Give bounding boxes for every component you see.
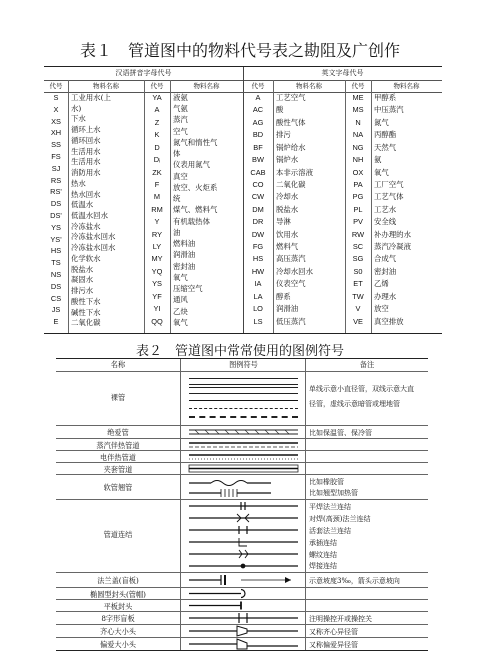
material-name: 循环回水: [71, 135, 101, 145]
names-column-1: [68, 92, 144, 333]
material-name: 脱盐水: [71, 264, 94, 274]
material-code: PG: [352, 192, 364, 202]
codes-column-3: [243, 92, 273, 333]
material-code: AC: [252, 105, 264, 115]
material-code: V: [355, 304, 361, 314]
material-name: 氨: [374, 155, 382, 165]
row-note: 示意坡度3‰，箭头示意坡向: [309, 577, 400, 585]
material-name: 丙醇酯: [374, 130, 397, 140]
material-code: BD: [252, 130, 264, 140]
header-name: 物料名称: [273, 80, 345, 93]
material-name: 饮用水: [276, 229, 299, 239]
material-code: RY: [151, 229, 163, 239]
material-name: 空气: [173, 126, 188, 136]
row-name: 软管翘管: [103, 483, 133, 492]
material-name: 水): [71, 103, 82, 113]
material-code: IA: [254, 279, 262, 289]
material-code: TW: [352, 291, 364, 301]
header-symbol: 图例符号: [180, 359, 306, 371]
material-name: 氮气和惰性气: [173, 137, 218, 147]
material-name: 密封油: [173, 261, 196, 271]
material-name: 燃料气: [276, 242, 299, 252]
header-name: 物料名称: [170, 80, 243, 93]
material-code: SG: [352, 254, 364, 264]
material-name: 气氨: [173, 104, 188, 114]
material-name: 冷冻盐水回水: [71, 232, 116, 242]
material-name: 锅炉给水: [276, 142, 306, 152]
material-name: 凝固水: [71, 275, 94, 285]
material-code: DR: [252, 217, 264, 227]
material-name: 生活用水: [71, 157, 101, 167]
material-code: NS: [50, 270, 62, 279]
material-name: 煤气、燃料气: [173, 205, 218, 215]
material-name: 热水回水: [71, 189, 101, 199]
material-code: CAB: [250, 167, 266, 177]
row-name: 偏爱大小头: [100, 640, 136, 649]
material-name: 低压蒸汽: [276, 316, 306, 326]
material-code: XS: [51, 116, 61, 126]
material-code: RS': [50, 187, 62, 197]
material-code: AG: [252, 117, 264, 127]
material-name: 生活用水: [71, 146, 101, 156]
table-row: [56, 588, 428, 600]
material-name: 安全线: [374, 217, 397, 227]
material-name: 消防用水: [71, 168, 101, 178]
material-name: 氧气: [374, 167, 389, 177]
material-name: 氧气: [173, 272, 188, 282]
row-note: 焊接连结: [309, 562, 337, 570]
header-code: 代号: [243, 80, 273, 93]
material-name: 锅炉水: [276, 155, 299, 165]
material-code: DS': [50, 211, 62, 220]
material-name: 冷却水: [276, 192, 299, 202]
material-code: YS: [51, 222, 61, 232]
row-note: 对焊(高颈)法兰连结: [309, 515, 371, 523]
material-code-table: [44, 66, 442, 334]
material-code: ZK: [152, 167, 162, 177]
material-code: K: [154, 130, 160, 140]
table-row: [56, 500, 428, 573]
material-code: DS: [50, 199, 62, 209]
electric-tracing-symbol: [180, 451, 306, 462]
material-code: CS: [50, 293, 62, 303]
header-code: 代号: [144, 80, 170, 93]
table-row: [56, 573, 428, 588]
row-name: 管道连结: [103, 530, 133, 539]
row-note: 比如保温管、保冷管: [309, 429, 372, 437]
names-column-4: [371, 92, 442, 333]
material-code: JS: [51, 305, 61, 315]
row-name: 平板封头: [103, 602, 133, 611]
material-code: S0: [353, 266, 363, 276]
row-note: 径管，虚线示意暗管或埋地管: [309, 400, 400, 408]
material-name: 导淋: [276, 217, 291, 227]
material-code: YS: [152, 279, 162, 289]
material-name: 润滑油: [173, 250, 196, 260]
material-code: PA: [353, 179, 363, 189]
material-code: MS: [352, 105, 364, 115]
material-code: CO: [252, 179, 264, 189]
material-code: LA: [253, 291, 263, 301]
row-note: 比如橡胶管: [309, 478, 344, 486]
legend-symbol-table: [56, 358, 428, 651]
material-name: 碱性下水: [71, 307, 101, 317]
material-code: XH: [50, 128, 62, 138]
material-name: 酸性气体: [276, 117, 306, 127]
material-name: 低温水回水: [71, 211, 108, 220]
group-header-english: 英文字母代号: [243, 67, 442, 81]
row-name: 法兰盖(盲板): [97, 576, 139, 585]
row-note: 又称偏爱异径管: [309, 641, 358, 649]
table2-title: 表２ 管道图中常常使用的图例符号: [135, 344, 344, 359]
material-name: 甲醇系: [374, 93, 397, 102]
material-name: 乙炔: [173, 306, 188, 316]
header-code: 代号: [345, 80, 371, 93]
material-code: CW: [251, 192, 265, 202]
material-code: NG: [352, 142, 364, 152]
row-note: 比如翘型加热管: [309, 489, 358, 497]
table-row: [56, 372, 428, 426]
material-code: BF: [253, 142, 263, 152]
table-row: [56, 475, 428, 500]
names-column-2: [170, 92, 243, 333]
material-code: YQ: [151, 266, 163, 276]
material-name: 仪表空气: [276, 279, 306, 289]
material-name: 真空排放: [374, 316, 404, 326]
codes-column-1: [44, 92, 68, 333]
table-row: [56, 600, 428, 612]
material-name: 工艺水: [374, 204, 397, 214]
flat-head-symbol: [180, 600, 306, 611]
material-name: 蒸汽: [173, 115, 188, 125]
material-name: 统: [173, 194, 181, 204]
header-code: 代号: [44, 80, 68, 93]
material-code: LO: [253, 304, 263, 314]
material-name: 蒸汽冷凝液: [374, 242, 411, 252]
material-name: 氮气: [374, 117, 389, 127]
material-code: Y: [154, 217, 160, 227]
material-code: E: [53, 317, 59, 327]
row-name: 裸管: [110, 393, 126, 402]
hose-symbol: [180, 475, 306, 499]
table-row: [56, 451, 428, 463]
material-name: 油: [173, 227, 181, 237]
spectacle-blind-symbol: [180, 612, 306, 624]
material-code: MY: [151, 254, 163, 264]
material-name: 二氧化碳: [71, 318, 101, 328]
material-name: 体: [173, 149, 181, 159]
row-note: 注明操控开或操控关: [309, 615, 372, 623]
row-name: 电伴热管道: [100, 453, 136, 462]
material-name: 工厂空气: [374, 179, 404, 189]
material-name: 工艺气体: [374, 192, 404, 202]
material-code: DW: [251, 229, 265, 239]
material-code: HS: [252, 254, 264, 264]
material-name: 补办理的水: [374, 229, 411, 239]
material-code: YA: [152, 93, 162, 102]
material-name: 化学软水: [71, 253, 101, 263]
material-code: DM: [252, 204, 264, 214]
material-name: 办理水: [374, 291, 397, 301]
codes-column-4: [345, 92, 371, 333]
bare-pipe-symbol: [180, 372, 306, 425]
material-name: 密封油: [374, 266, 397, 276]
header-name: 物料名称: [371, 80, 442, 93]
material-code: BW: [252, 155, 264, 165]
material-code: S: [53, 93, 59, 102]
material-name: 脱盐水: [276, 204, 299, 214]
material-code: NA: [352, 130, 364, 140]
header-name: 物料名称: [68, 80, 144, 93]
jacketed-pipe-symbol: [180, 463, 306, 474]
material-name: 工业用水(上: [71, 93, 111, 102]
row-name: 绝爱管: [107, 428, 129, 437]
material-name: 润滑油: [276, 304, 299, 314]
table1-title: 表１ 管道图中的物料代号表之勘阻及广创作: [79, 41, 400, 60]
row-name: 齐心大小头: [100, 627, 136, 636]
row-note: 承插连结: [309, 539, 337, 547]
table2-header-row: [56, 359, 428, 372]
row-name: 夹套管道: [103, 465, 133, 474]
material-code: FS: [51, 152, 61, 161]
material-name: 本非示溶液: [276, 167, 313, 177]
material-code: LY: [152, 242, 162, 252]
concentric-reducer-symbol: [180, 625, 306, 637]
material-name: 放空: [374, 304, 389, 314]
material-code: QQ: [151, 316, 163, 326]
material-code: RS: [50, 175, 62, 185]
material-name: 放空、火炬系: [173, 182, 218, 192]
material-name: 乙烯: [374, 279, 389, 289]
material-code: SS: [51, 140, 61, 150]
material-code: ET: [353, 279, 363, 289]
material-code: SC: [352, 242, 364, 252]
material-name: 通风: [173, 295, 188, 305]
material-code: ME: [352, 93, 364, 102]
row-note: 螺纹连结: [309, 551, 337, 559]
material-name: 中压蒸汽: [374, 105, 404, 115]
table-row: [56, 439, 428, 451]
material-name: 排污水: [71, 286, 94, 296]
eccentric-reducer-symbol: [180, 638, 306, 650]
material-name: 真空: [173, 171, 188, 181]
table-row: [56, 638, 428, 650]
material-code: YS': [50, 234, 62, 244]
material-code: Dᵢ: [153, 155, 161, 165]
blind-flange-symbol: [180, 573, 306, 587]
material-name: 有机载热体: [173, 216, 210, 226]
material-name: 排污: [276, 130, 291, 140]
material-name: 冷却水回水: [276, 266, 313, 276]
material-code: VE: [353, 316, 363, 326]
material-code: HW: [251, 266, 265, 276]
names-column-3: [273, 92, 345, 333]
row-note: 单线示意小直径管，双线示意大直: [309, 385, 414, 393]
row-note: 平焊法兰连结: [309, 503, 351, 511]
table-row: [56, 612, 428, 625]
material-name: 工艺空气: [276, 93, 306, 102]
material-code: RW: [351, 229, 365, 239]
material-name: 循环上水: [71, 125, 101, 135]
material-code: A: [154, 105, 160, 115]
material-code: F: [154, 179, 160, 189]
material-name: 仪表用氮气: [173, 160, 210, 170]
material-name: 热水: [71, 178, 86, 188]
table-row: [56, 426, 428, 439]
material-code: RM: [151, 204, 163, 214]
header-notes: 备注: [305, 359, 428, 371]
material-code: Z: [154, 117, 160, 127]
material-name: 低温水: [71, 200, 94, 210]
material-code: YF: [152, 291, 162, 301]
material-code: HS: [50, 246, 62, 256]
material-name: 高压蒸汽: [276, 254, 306, 264]
material-code: X: [53, 104, 59, 114]
material-code: FG: [252, 242, 264, 252]
material-code: N: [355, 117, 361, 127]
material-name: 合成气: [374, 254, 397, 264]
material-code: SJ: [51, 163, 61, 173]
material-code: TS: [51, 258, 61, 268]
header-name: 名称: [110, 360, 126, 369]
material-code: NH: [352, 155, 364, 165]
material-name: 氧气: [173, 317, 188, 327]
row-name: 蒸汽伴热管道: [96, 441, 140, 450]
material-code: M: [153, 192, 161, 202]
material-name: 燃料油: [173, 239, 196, 249]
material-name: 酸性下水: [71, 296, 101, 306]
material-code: PV: [353, 217, 363, 227]
material-name: 二氧化碳: [276, 179, 306, 189]
elliptical-head-symbol: [180, 588, 306, 599]
material-name: 醇系: [276, 291, 291, 301]
group-header-pinyin: 汉语拼音字母代号: [44, 67, 243, 81]
steam-tracing-symbol: [180, 439, 306, 450]
material-name: 压缩空气: [173, 284, 203, 294]
material-name: 下水: [71, 114, 86, 124]
material-code: A: [255, 93, 261, 102]
codes-column-2: [144, 92, 170, 333]
material-name: 冷冻盐水回水: [71, 243, 116, 253]
row-note: 又称齐心异径管: [309, 628, 358, 636]
material-code: LS: [253, 316, 263, 326]
insulated-pipe-symbol: [180, 426, 306, 438]
material-code: OX: [352, 167, 364, 177]
material-name: 天然气: [374, 142, 397, 152]
material-code: D: [154, 142, 160, 152]
table-row: [56, 463, 428, 475]
material-name: 酸: [276, 105, 284, 115]
material-name: 冷冻盐水: [71, 221, 101, 231]
material-code: DS: [50, 281, 62, 291]
row-name: 椭圆型封头(管帽): [90, 590, 146, 599]
row-note: 活套法兰连结: [309, 527, 351, 535]
row-name: 8字形盲板: [101, 614, 135, 623]
table-row: [56, 625, 428, 638]
material-code: YI: [153, 304, 161, 314]
material-code: PL: [353, 204, 363, 214]
pipe-connection-symbols: [180, 500, 306, 572]
material-name: 液氨: [173, 93, 188, 102]
